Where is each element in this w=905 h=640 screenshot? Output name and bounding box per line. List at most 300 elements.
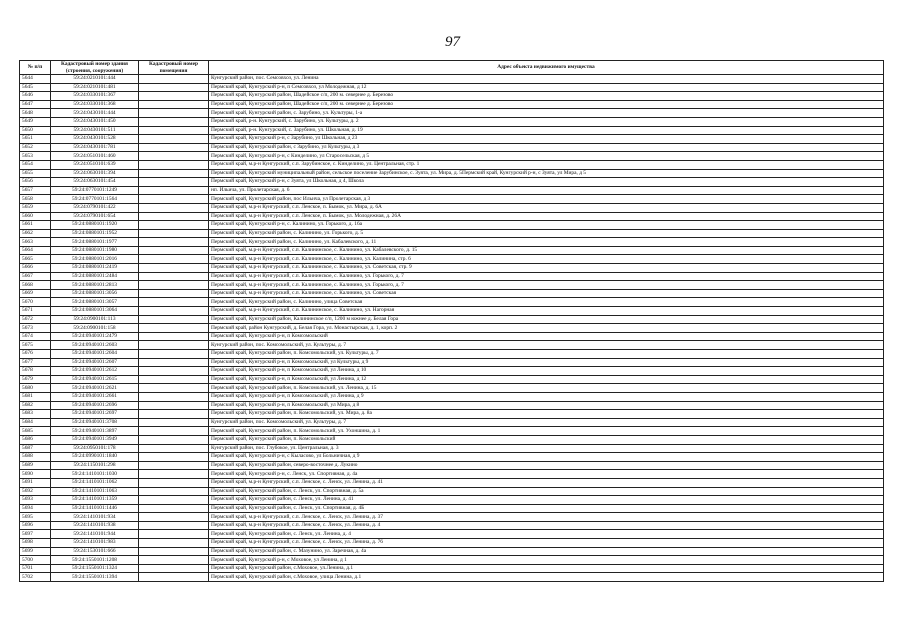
cadastral-room-cell [139, 564, 209, 573]
row-number-cell: 5664 [20, 246, 51, 255]
table-row [20, 564, 884, 573]
table-row [20, 539, 884, 548]
row-number-cell: 5672 [20, 315, 51, 324]
cadastral-building-cell: 59:24:0880101:2813 [51, 281, 139, 290]
address-cell: Кунгурский район, пос. Комсомольский, ул. Культуры, д. 7 [209, 418, 884, 427]
address-cell: Пермский край, Кунгурский р-н, с Моховое, ул Ленина, д 1 [209, 556, 884, 565]
address-cell: Пермский край, Кунгурский район, п. Комсомольский, ул. Культуры, д. 7 [209, 350, 884, 359]
cadastral-building-cell: 59:24:0940101:3708 [51, 418, 139, 427]
row-number-cell: 5649 [20, 117, 51, 126]
cadastral-building-cell: 59:24:0510101:460 [51, 152, 139, 161]
address-cell: Пермский край, м.р-н Кунгурский, с.п. Ленское, п. Бымок, ул. Мира, д. 6А [209, 203, 884, 212]
row-number-cell: 5689 [20, 461, 51, 470]
address-cell: Пермский край, Кунгурский р-н, с Зарубино, ул Школьная, д 23 [209, 135, 884, 144]
table-row [20, 504, 884, 513]
address-cell: Пермский край, Кунгурский р-н, с Зуята, ул Школьная, д 4, Школа [209, 178, 884, 187]
cadastral-room-cell [139, 341, 209, 350]
cadastral-building-cell: 59:24:0940101:2479 [51, 332, 139, 341]
address-cell: Пермский край, м.р-н Кунгурский, с.п. Калининское, с. Калинино, ул. Горького, д. 7 [209, 281, 884, 290]
cadastral-building-cell: 59:24:0510101:639 [51, 160, 139, 169]
cadastral-building-cell: 59:24:0940101:3897 [51, 427, 139, 436]
cadastral-room-cell [139, 539, 209, 548]
cadastral-room-cell [139, 470, 209, 479]
cadastral-building-cell: 59:24:0940101:2612 [51, 367, 139, 376]
row-number-cell: 5675 [20, 341, 51, 350]
address-cell: Пермский край, м.р-н Кунгурский, с.п. Ленское, с. Ленск, ул. Ленина, д. 4 [209, 521, 884, 530]
address-cell: Пермский край, Кунгурский р-н, с. Ленск, ул. Спортивная, д. 4а [209, 470, 884, 479]
address-cell: Пермский край, м.р-н Кунгурский, с.п. Ленское, п. Бымок, ул. Молодежная, д. 26А [209, 212, 884, 221]
row-number-cell: 5660 [20, 212, 51, 221]
table-row [20, 152, 884, 161]
cadastral-building-cell: 59:24:0880101:1980 [51, 246, 139, 255]
table-body [20, 75, 884, 582]
cadastral-room-cell [139, 444, 209, 453]
cadastral-building-cell: 59:24:0330101:368 [51, 100, 139, 109]
table-row [20, 281, 884, 290]
cadastral-building-cell: 59:24:0900101:113 [51, 315, 139, 324]
table-row [20, 521, 884, 530]
row-number-cell: 5673 [20, 324, 51, 333]
cadastral-building-cell: 59:24:0880101:1952 [51, 229, 139, 238]
row-number-cell: 5674 [20, 332, 51, 341]
row-number-cell: 5652 [20, 143, 51, 152]
cadastral-building-cell: 59:24:1550101:1394 [51, 573, 139, 582]
table-row [20, 358, 884, 367]
row-number-cell: 5670 [20, 298, 51, 307]
row-number-cell: 5662 [20, 229, 51, 238]
row-number-cell: 5701 [20, 564, 51, 573]
cadastral-building-cell: 59:24:0880101:2419 [51, 264, 139, 273]
cadastral-building-cell: 59:24:1410101:1446 [51, 504, 139, 513]
table-row [20, 332, 884, 341]
table-row [20, 100, 884, 109]
row-number-cell: 5656 [20, 178, 51, 187]
table-row [20, 272, 884, 281]
table-row [20, 203, 884, 212]
row-number-cell: 5700 [20, 556, 51, 565]
address-cell: Пермский край, Кунгурский район, северо-восточнее д. Лукино [209, 461, 884, 470]
address-cell: Пермский край, Кунгурский р-н, п Комсомольский, ул Ленина, д 9 [209, 392, 884, 401]
row-number-cell: 5696 [20, 521, 51, 530]
address-cell: Пермский край, Кунгурский район, п. Комсомольский [209, 435, 884, 444]
row-number-cell: 5657 [20, 186, 51, 195]
address-cell: Пермский край, Кунгурский р-н, п Семсовхоз, ул Молодежная, д 12 [209, 83, 884, 92]
address-cell: Пермский край, Кунгурский район, с. Мазунино, ул. Заречная, д. 4а [209, 547, 884, 556]
row-number-cell: 5677 [20, 358, 51, 367]
cadastral-room-cell [139, 126, 209, 135]
row-number-cell: 5688 [20, 453, 51, 462]
cadastral-building-cell: 59:24:0940101:2607 [51, 358, 139, 367]
address-cell: Пермский край, м.р-н Кунгурский, с.п. Зарубинское, с. Кинделино, ул. Центральная, стр. 1 [209, 160, 884, 169]
row-number-cell: 5645 [20, 83, 51, 92]
cadastral-room-cell [139, 143, 209, 152]
cadastral-building-cell: 59:24:1530101:666 [51, 547, 139, 556]
row-number-cell: 5697 [20, 530, 51, 539]
cadastral-room-cell [139, 109, 209, 118]
table-row [20, 221, 884, 230]
cadastral-room-cell [139, 521, 209, 530]
table-row [20, 246, 884, 255]
cadastral-room-cell [139, 487, 209, 496]
cadastral-building-cell: 59:24:0880101:3056 [51, 289, 139, 298]
table-row [20, 143, 884, 152]
cadastral-room-cell [139, 281, 209, 290]
row-number-cell: 5693 [20, 496, 51, 505]
table-row [20, 229, 884, 238]
row-number-cell: 5684 [20, 418, 51, 427]
cadastral-building-cell: 59:24:0940101:2603 [51, 341, 139, 350]
address-cell: Пермский край, Кунгурский район, с. Калинино, улица Советская [209, 298, 884, 307]
cadastral-building-cell: 59:24:0210101:481 [51, 83, 139, 92]
table-row [20, 375, 884, 384]
address-cell: Пермский край, Кунгурский район, с. Ленск, ул. Ленина, д. 4 [209, 530, 884, 539]
cadastral-building-cell: 59:24:1410101:934 [51, 513, 139, 522]
table-row [20, 513, 884, 522]
table-row [20, 496, 884, 505]
row-number-cell: 5683 [20, 410, 51, 419]
row-number-cell: 5647 [20, 100, 51, 109]
cadastral-building-cell: 59:24:1410101:983 [51, 539, 139, 548]
cadastral-building-cell: 59:24:1410101:1063 [51, 487, 139, 496]
row-number-cell: 5699 [20, 547, 51, 556]
cadastral-room-cell [139, 401, 209, 410]
table-row [20, 435, 884, 444]
table-header-row [20, 61, 884, 75]
table-row [20, 264, 884, 273]
cadastral-room-cell [139, 83, 209, 92]
address-cell: Пермский край, Кунгурский район, с. Ленск, ул. Спортивная, д. 5а [209, 487, 884, 496]
address-cell: Кунгурский район, пос. Глубокое, ул. Центральная, д. 3 [209, 444, 884, 453]
cadastral-room-cell [139, 478, 209, 487]
address-cell: Пермский край, Кунгурский р-н, с Кинделино, ул Старосельская, д 5 [209, 152, 884, 161]
address-cell: Пермский край, Кунгурский р-н, п Комсомольский [209, 332, 884, 341]
row-number-cell: 5659 [20, 203, 51, 212]
row-number-cell: 5650 [20, 126, 51, 135]
cadastral-room-cell [139, 100, 209, 109]
row-number-cell: 5654 [20, 160, 51, 169]
row-number-cell: 5690 [20, 470, 51, 479]
table-row [20, 289, 884, 298]
cadastral-room-cell [139, 264, 209, 273]
table-row [20, 212, 884, 221]
table-row [20, 298, 884, 307]
cadastral-building-cell: 59:24:0330101:367 [51, 92, 139, 101]
table-row [20, 461, 884, 470]
cadastral-room-cell [139, 504, 209, 513]
address-cell: Пермский край, м.р-н Кунгурский, с.п. Калининское, с. Калинино, ул. Советская [209, 289, 884, 298]
cadastral-room-cell [139, 212, 209, 221]
table-row [20, 186, 884, 195]
cadastral-room-cell [139, 435, 209, 444]
cadastral-building-cell: 59:24:1150101:298 [51, 461, 139, 470]
header-num: № п/п [20, 61, 51, 75]
address-cell: Пермский край, Кунгурский р-н, п Комсомольский, ул Ленина, д 12 [209, 375, 884, 384]
cadastral-room-cell [139, 453, 209, 462]
cadastral-room-cell [139, 246, 209, 255]
cadastral-building-cell: 59:24:0990101:1840 [51, 453, 139, 462]
row-number-cell: 5663 [20, 238, 51, 247]
table-row [20, 169, 884, 178]
header-cadastral-building: Кадастровый номер здания (строения, сооружения) [51, 61, 139, 75]
row-number-cell: 5658 [20, 195, 51, 204]
address-cell: Пермский край, Кунгурский район, с. Калинино, ул. Кабалевского, д. 11 [209, 238, 884, 247]
table-row [20, 401, 884, 410]
table-row [20, 487, 884, 496]
address-cell: Пермский край, Кунгурский р-н, п Комсомольский, ул Мира, д 8 [209, 401, 884, 410]
address-cell: Пермский край, Кунгурский район, Калининское с/п, 1200 м южнее д. Белая Гора [209, 315, 884, 324]
cadastral-building-cell: 59:24:0880101:3064 [51, 307, 139, 316]
cadastral-room-cell [139, 178, 209, 187]
table-row [20, 444, 884, 453]
address-cell: Пермский край, Кунгурский район, п. Комсомольский, ул. Ухоншина, д. 1 [209, 427, 884, 436]
row-number-cell: 5669 [20, 289, 51, 298]
row-number-cell: 5687 [20, 444, 51, 453]
cadastral-room-cell [139, 272, 209, 281]
table-row [20, 556, 884, 565]
cadastral-room-cell [139, 530, 209, 539]
row-number-cell: 5648 [20, 109, 51, 118]
cadastral-building-cell: 59:24:0210101:444 [51, 75, 139, 84]
table-row [20, 453, 884, 462]
cadastral-room-cell [139, 92, 209, 101]
address-cell: Пермский край, р-н. Кунгурский, с. Зарубино, ул. Культуры, д. 2 [209, 117, 884, 126]
cadastral-building-cell: 59:24:0940101:2696 [51, 401, 139, 410]
table-row [20, 315, 884, 324]
cadastral-room-cell [139, 496, 209, 505]
cadastral-room-cell [139, 556, 209, 565]
table-row [20, 478, 884, 487]
cadastral-room-cell [139, 513, 209, 522]
address-cell: Пермский край, Кунгурский район, с. Ленск, ул. Спортивная, д. 4Б [209, 504, 884, 513]
cadastral-room-cell [139, 135, 209, 144]
cadastral-building-cell: 59:24:0430101:511 [51, 126, 139, 135]
cadastral-room-cell [139, 358, 209, 367]
row-number-cell: 5661 [20, 221, 51, 230]
table-row [20, 126, 884, 135]
table-row [20, 547, 884, 556]
address-cell: Пермский край, р-н. Кунгурский, с. Зарубино, ул. Школьная, д. 19 [209, 126, 884, 135]
address-cell: Пермский край, Кунгурский район, с. Ленск, ул. Ленина, д. 41 [209, 496, 884, 505]
table-row [20, 92, 884, 101]
header-address: Адрес объекта недвижимого имущества [209, 61, 884, 75]
cadastral-building-cell: 59:24:1410101:944 [51, 530, 139, 539]
address-cell: Пермский край, Кунгурский район, пос Ильича, ул Пролетарская, д 3 [209, 195, 884, 204]
row-number-cell: 5646 [20, 92, 51, 101]
row-number-cell: 5665 [20, 255, 51, 264]
address-cell: Пермский край, Кунгурский р-н, с Кыласово, ул Больничная, д 9 [209, 453, 884, 462]
row-number-cell: 5651 [20, 135, 51, 144]
cadastral-building-cell: 59:24:0790101:422 [51, 203, 139, 212]
table-row [20, 307, 884, 316]
table-row [20, 410, 884, 419]
row-number-cell: 5668 [20, 281, 51, 290]
table-row [20, 392, 884, 401]
cadastral-room-cell [139, 350, 209, 359]
cadastral-building-cell: 59:24:0880101:2484 [51, 272, 139, 281]
table-row [20, 427, 884, 436]
row-number-cell: 5695 [20, 513, 51, 522]
cadastral-room-cell [139, 160, 209, 169]
header-cadastral-room: Кадастровый номер помещения [139, 61, 209, 75]
row-number-cell: 5644 [20, 75, 51, 84]
cadastral-building-cell: 59:24:0770101:1249 [51, 186, 139, 195]
address-cell: Кунгурский район, пос. Комсомольский, ул. Культуры, д. 7 [209, 341, 884, 350]
cadastral-room-cell [139, 461, 209, 470]
cadastral-building-cell: 59:24:0900101:158 [51, 324, 139, 333]
row-number-cell: 5676 [20, 350, 51, 359]
cadastral-building-cell: 59:24:0430101:450 [51, 117, 139, 126]
address-cell: Пермский край, район Кунгурский, д. Белая Гора, ул. Монастырская, д. 1, корп. 2 [209, 324, 884, 333]
cadastral-building-cell: 59:24:0940101:2661 [51, 392, 139, 401]
cadastral-room-cell [139, 221, 209, 230]
table-row [20, 470, 884, 479]
row-number-cell: 5671 [20, 307, 51, 316]
address-cell: Пермский край, Кунгурский район, п. Комсомольский, ул. Мира, д. 8а [209, 410, 884, 419]
cadastral-building-cell: 59:24:0430101:528 [51, 135, 139, 144]
table-row [20, 109, 884, 118]
cadastral-building-cell: 59:24:1410101:938 [51, 521, 139, 530]
row-number-cell: 5686 [20, 435, 51, 444]
cadastral-room-cell [139, 410, 209, 419]
row-number-cell: 5682 [20, 401, 51, 410]
cadastral-room-cell [139, 75, 209, 84]
page-number: 97 [445, 34, 460, 50]
cadastral-room-cell [139, 229, 209, 238]
cadastral-building-cell: 59:24:0630101:394 [51, 169, 139, 178]
address-cell: Пермский край, м.р-н Кунгурский, с.п. Ленское, с. Ленск, ул. Ленина, д. 41 [209, 478, 884, 487]
cadastral-room-cell [139, 117, 209, 126]
table-row [20, 530, 884, 539]
cadastral-room-cell [139, 367, 209, 376]
cadastral-building-cell: 59:24:1410101:1062 [51, 478, 139, 487]
cadastral-room-cell [139, 195, 209, 204]
row-number-cell: 5694 [20, 504, 51, 513]
cadastral-building-cell: 59:24:0790101:654 [51, 212, 139, 221]
cadastral-building-cell: 59:24:0630101:454 [51, 178, 139, 187]
cadastral-room-cell [139, 289, 209, 298]
cadastral-room-cell [139, 427, 209, 436]
table-row [20, 341, 884, 350]
address-cell: Кунгурский район, пос. Семсовхоз, ул. Ленина [209, 75, 884, 84]
address-cell: Пермский край, Кунгурский район, с Зарубино, ул Культуры, д 3 [209, 143, 884, 152]
row-number-cell: 5679 [20, 375, 51, 384]
cadastral-building-cell: 59:24:0880101:1920 [51, 221, 139, 230]
cadastral-room-cell [139, 152, 209, 161]
cadastral-room-cell [139, 375, 209, 384]
row-number-cell: 5653 [20, 152, 51, 161]
table-row [20, 195, 884, 204]
address-cell: нп. Ильича, ул. Пролетарская, д. 6 [209, 186, 884, 195]
table-row [20, 573, 884, 582]
table-row [20, 324, 884, 333]
cadastral-building-cell: 59:24:0880101:3057 [51, 298, 139, 307]
address-cell: Пермский край, м.р-н Кунгурский, с.п. Ленское, с. Ленск, ул. Ленина, д. 37 [209, 513, 884, 522]
address-cell: Пермский край, Кунгурский муниципальный район, сельское поселение Зарубинское, с. Зуята, ул. Мира, д. 5Пермский край, Кунгурский р-н, с Зуята, ул Мира, д 5 [209, 169, 884, 178]
cadastral-room-cell [139, 315, 209, 324]
cadastral-room-cell [139, 573, 209, 582]
table-row [20, 418, 884, 427]
address-cell: Пермский край, м.р-н Кунгурский, с.п. Ленское, с. Ленск, ул. Ленина, д. 76 [209, 539, 884, 548]
cadastral-room-cell [139, 384, 209, 393]
cadastral-room-cell [139, 392, 209, 401]
table-row [20, 117, 884, 126]
address-cell: Пермский край, Кунгурский район, с.Моховое, ул.Ленина, д.1 [209, 564, 884, 573]
cadastral-building-cell: 59:24:1550101:1208 [51, 556, 139, 565]
cadastral-room-cell [139, 307, 209, 316]
table-row [20, 238, 884, 247]
address-cell: Пермский край, Кунгурский район, п. Комсомольский, ул. Ленина, д. 15 [209, 384, 884, 393]
cadastral-building-cell: 59:24:1410101:1030 [51, 470, 139, 479]
address-cell: Пермский край, Кунгурский р-н, п Комсомольский, ул Культуры, д 9 [209, 358, 884, 367]
row-number-cell: 5667 [20, 272, 51, 281]
row-number-cell: 5698 [20, 539, 51, 548]
cadastral-building-cell: 59:24:0940101:2697 [51, 410, 139, 419]
cadastral-room-cell [139, 547, 209, 556]
cadastral-building-cell: 59:24:0950101:178 [51, 444, 139, 453]
cadastral-room-cell [139, 298, 209, 307]
cadastral-building-cell: 59:24:0880101:1977 [51, 238, 139, 247]
address-cell: Пермский край, м.р-н Кунгурский, с.п. Калининское, с. Калинино, ул. Калинина, стр. 6 [209, 255, 884, 264]
cadastral-room-cell [139, 238, 209, 247]
cadastral-room-cell [139, 169, 209, 178]
address-cell: Пермский край, Кунгурский район, Шадейское с/п, 200 м. севернее д. Березово [209, 92, 884, 101]
cadastral-building-cell: 59:24:0770101:1564 [51, 195, 139, 204]
row-number-cell: 5702 [20, 573, 51, 582]
cadastral-room-cell [139, 332, 209, 341]
row-number-cell: 5692 [20, 487, 51, 496]
table-row [20, 160, 884, 169]
table-row [20, 75, 884, 84]
table-row [20, 350, 884, 359]
address-cell: Пермский край, м.р-н Кунгурский, с.п. Калининское, с. Калинино, ул. Горького, д. 7 [209, 272, 884, 281]
row-number-cell: 5678 [20, 367, 51, 376]
address-cell: Пермский край, Кунгурский район, Шадейское с/п, 200 м. севернее д. Березово [209, 100, 884, 109]
cadastral-building-cell: 59:24:0940101:2615 [51, 375, 139, 384]
table-row [20, 367, 884, 376]
row-number-cell: 5680 [20, 384, 51, 393]
row-number-cell: 5681 [20, 392, 51, 401]
cadastral-room-cell [139, 203, 209, 212]
address-cell: Пермский край, м.р-н Кунгурский, с.п. Калининское, с. Калинино, ул. Нагорная [209, 307, 884, 316]
cadastral-building-cell: 59:24:0940101:3949 [51, 435, 139, 444]
cadastral-building-cell: 59:24:0880101:2016 [51, 255, 139, 264]
cadastral-room-cell [139, 255, 209, 264]
row-number-cell: 5685 [20, 427, 51, 436]
table-row [20, 384, 884, 393]
cadastral-building-cell: 59:24:1410101:1359 [51, 496, 139, 505]
address-cell: Пермский край, Кунгурский р-н, с. Калинино, ул. Горького, д. 16а [209, 221, 884, 230]
registry-table [19, 60, 884, 582]
address-cell: Пермский край, м.р-н Кунгурский, с.п. Калининское, с. Калинино, ул. Советская, стр. 9 [209, 264, 884, 273]
address-cell: Пермский край, м.р-н Кунгурский, с.п. Калининское, с. Калинино, ул. Кабалевского, д. 15 [209, 246, 884, 255]
cadastral-building-cell: 59:24:0940101:2604 [51, 350, 139, 359]
cadastral-building-cell: 59:24:0940101:2621 [51, 384, 139, 393]
address-cell: Пермский край, Кунгурский район, с. Калинино, ул. Горького, д. 5 [209, 229, 884, 238]
cadastral-building-cell: 59:24:0430101:444 [51, 109, 139, 118]
row-number-cell: 5691 [20, 478, 51, 487]
row-number-cell: 5655 [20, 169, 51, 178]
address-cell: Пермский край, Кунгурский р-н, п Комсомольский, ул Ленина, д 10 [209, 367, 884, 376]
cadastral-building-cell: 59:24:0430101:781 [51, 143, 139, 152]
address-cell: Пермский край, Кунгурский район, с. Зарубино, ул. Культуры, 1-а [209, 109, 884, 118]
cadastral-building-cell: 59:24:1550101:1324 [51, 564, 139, 573]
table-row [20, 135, 884, 144]
cadastral-room-cell [139, 418, 209, 427]
table-row [20, 178, 884, 187]
cadastral-room-cell [139, 324, 209, 333]
table-row [20, 83, 884, 92]
address-cell: Пермский край, Кунгурский район, с.Моховое, улица Ленина, д.1 [209, 573, 884, 582]
